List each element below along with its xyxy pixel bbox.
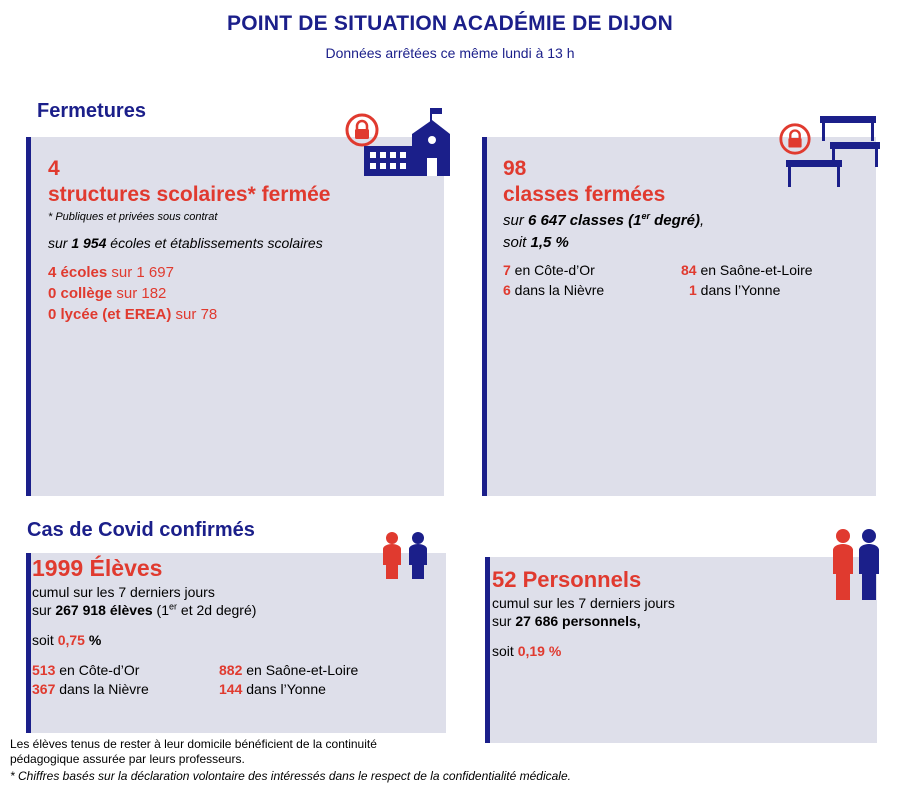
dept-label: en Côte-d’Or [55, 662, 140, 678]
structures-label: structures scolaires* fermée [48, 183, 331, 206]
classes-rate [503, 234, 569, 251]
eleves-rate-prefix: soit [32, 632, 58, 648]
row-suffix: sur 1 697 [107, 264, 174, 281]
dept-value: 7 [503, 262, 511, 278]
structures-total-suffix: écoles et établissements scolaires [106, 235, 323, 251]
eleves-rate [32, 632, 101, 648]
row-value: 4 écoles [48, 264, 108, 281]
school-desks-icon [784, 112, 880, 196]
dept-label: en Côte-d’Or [510, 262, 595, 278]
eleves-rate-value: 0,75 [57, 632, 85, 648]
eleves-dept-nievre [32, 681, 149, 697]
row-value: 0 lycée (et EREA) [48, 306, 172, 323]
structures-total [48, 235, 323, 251]
eleves-total [32, 602, 256, 618]
panel-accent-bar [482, 137, 487, 496]
dept-value: 367 [32, 681, 56, 697]
eleves-dept-yonne [219, 681, 326, 697]
classes-rate-value: 1,5 % [530, 234, 569, 251]
classes-total-prefix: sur [503, 212, 529, 229]
dept-label: dans l’Yonne [696, 282, 781, 298]
personnels-total [492, 613, 641, 629]
classes-total-end: , [699, 212, 705, 229]
structures-total-value: 1 954 [71, 235, 107, 251]
dept-label: en Saône-et-Loire [242, 662, 359, 678]
section-title-covid: Cas de Covid confirmés [27, 519, 255, 541]
dept-value: 6 [503, 282, 511, 298]
school-building-icon [364, 108, 450, 178]
classes-dept-nievre [503, 282, 604, 298]
dept-label: dans la Nièvre [510, 282, 605, 298]
dept-value: 513 [32, 662, 56, 678]
dept-value: 144 [219, 681, 243, 697]
row-suffix: sur 182 [112, 285, 167, 302]
personnels-rate-value: 0,19 % [517, 643, 562, 659]
eleves-total-sup: er [169, 601, 178, 612]
eleves-rate-suffix: % [84, 632, 102, 648]
classes-total-value-text: 6 647 classes (1 [528, 212, 642, 229]
footer-note-continuity [10, 737, 377, 767]
classes-total-value [528, 212, 700, 229]
dept-label: en Saône-et-Loire [696, 262, 813, 278]
classes-dept-cote-dor [503, 262, 595, 278]
section-title-fermetures: Fermetures [37, 100, 146, 122]
footer-line: Les élèves tenus de rester à leur domicile bénéficient de la continuité [10, 737, 377, 751]
personnels-rate-prefix: soit [492, 643, 518, 659]
eleves-dept-cote-dor [32, 662, 139, 678]
eleves-cumul: cumul sur les 7 derniers jours [32, 584, 215, 600]
structures-total-prefix: sur [48, 235, 72, 251]
classes-total-value-end: degré) [649, 212, 700, 229]
dept-label: dans l’Yonne [242, 681, 326, 697]
students-icon [380, 531, 432, 581]
personnels-total-prefix: sur [492, 613, 516, 629]
personnels-count: 52 Personnels [492, 567, 642, 592]
structures-row-ecoles [48, 264, 174, 281]
structures-note: * Publiques et privées sous contrat [48, 211, 218, 223]
page-subtitle: Données arrêtées ce même lundi à 13 h [325, 45, 575, 61]
structures-count: 4 [48, 157, 60, 180]
eleves-dept-saone-et-loire [219, 662, 358, 678]
eleves-total-prefix: sur [32, 602, 56, 618]
structures-row-lycees [48, 306, 217, 323]
classes-total-sup: er [641, 211, 650, 221]
dept-value: 1 [689, 282, 697, 298]
eleves-total-end: et 2d degré) [177, 602, 257, 618]
staff-icon [830, 528, 882, 602]
classes-total [503, 212, 704, 229]
footer-note-disclaimer: * Chiffres basés sur la déclaration volontaire des intéressés dans le respect de la confidentialité médicale. [10, 769, 571, 783]
classes-rate-prefix: soit [503, 234, 531, 251]
structures-row-colleges [48, 285, 166, 302]
dept-value: 84 [681, 262, 697, 278]
row-suffix: sur 78 [171, 306, 218, 323]
classes-label: classes fermées [503, 183, 666, 206]
panel-accent-bar [26, 137, 31, 496]
personnels-rate [492, 643, 561, 659]
classes-count: 98 [503, 157, 527, 180]
dept-label: dans la Nièvre [55, 681, 149, 697]
page-title: POINT DE SITUATION ACADÉMIE DE DIJON [227, 12, 673, 35]
row-value: 0 collège [48, 285, 113, 302]
panel-accent-bar [485, 557, 490, 743]
dept-value: 882 [219, 662, 243, 678]
personnels-total-value: 27 686 personnels, [515, 613, 641, 629]
eleves-count: 1999 Élèves [32, 555, 163, 581]
eleves-total-mid: (1 [152, 602, 170, 618]
panel-accent-bar [26, 553, 31, 733]
classes-dept-saone-et-loire [681, 262, 813, 278]
personnels-cumul: cumul sur les 7 derniers jours [492, 595, 675, 611]
footer-line: pédagogique assurée par leurs professeurs. [10, 752, 245, 766]
eleves-total-value: 267 918 élèves [55, 602, 153, 618]
classes-dept-yonne [689, 282, 780, 298]
